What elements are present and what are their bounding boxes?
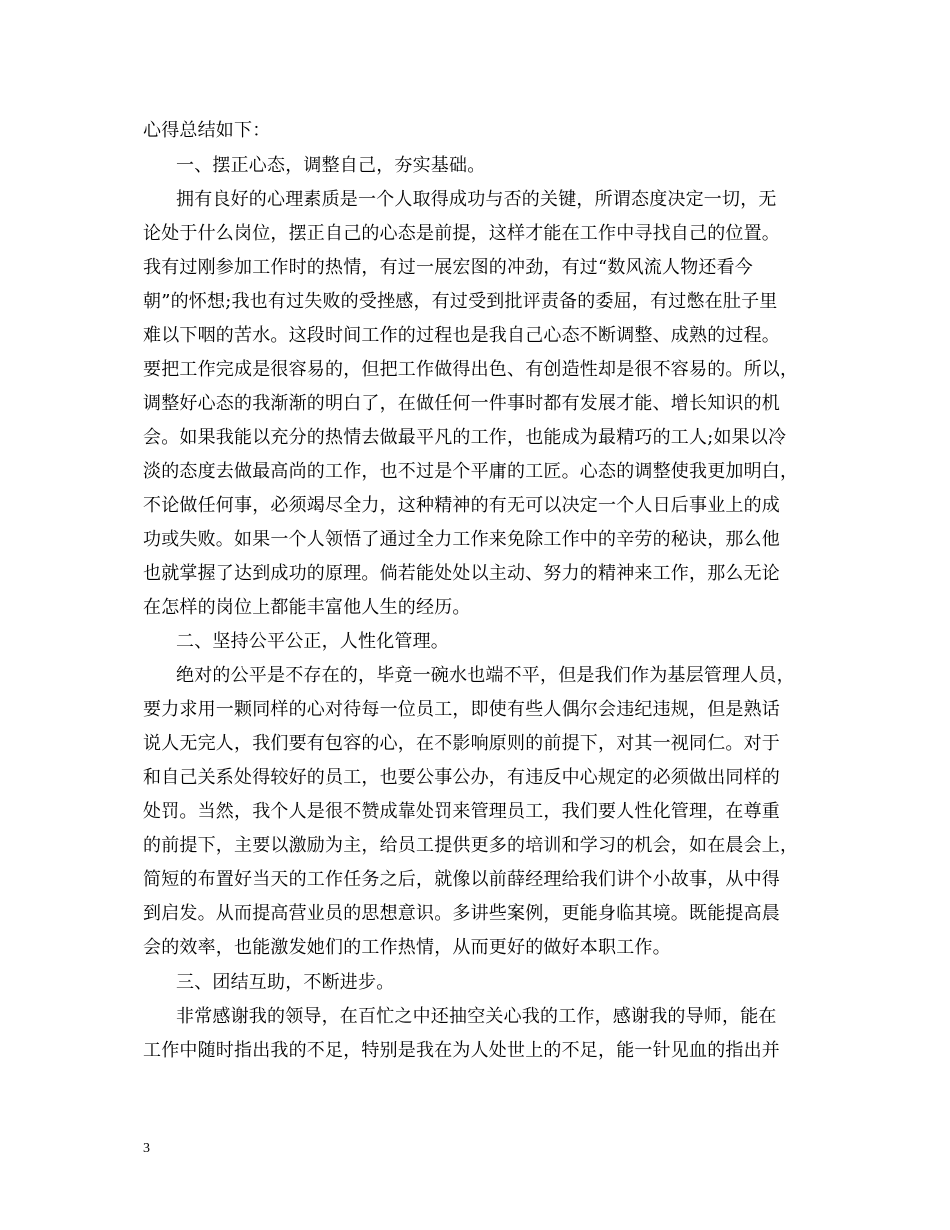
- paragraph-line: 要力求用一颗同样的心对待每一位员工，即使有些人偶尔会违纪违规，但是熟话: [143, 699, 780, 720]
- text-line: 心得总结如下：: [143, 120, 271, 141]
- paragraph-line: 论处于什么岗位，摆正自己的心态是前提，这样才能在工作中寻找自己的位置。: [143, 223, 780, 244]
- paragraph-line: 绝对的公平是不存在的，毕竟一碗水也端不平，但是我们作为基层管理人员，: [176, 665, 795, 686]
- paragraph-line: 淡的态度去做最高尚的工作，也不过是个平庸的工匠。心态的调整使我更加明白，: [143, 461, 799, 482]
- paragraph-line: 难以下咽的苦水。这段时间工作的过程也是我自己心态不断调整、成熟的过程。: [143, 325, 780, 346]
- paragraph-line: 非常感谢我的领导，在百忙之中还抽空关心我的工作，感谢我的导师，能在: [176, 1006, 777, 1027]
- paragraph-line: 的前提下，主要以激励为主，给员工提供更多的培训和学习的机会，如在晨会上，: [143, 835, 799, 856]
- paragraph-line: 朝”的怀想;我也有过失败的受挫感，有过受到批评责备的委屈，有过憋在肚子里: [143, 291, 778, 312]
- paragraph-line: 不论做任何事，必须竭尽全力，这种精神的有无可以决定一个人日后事业上的成: [143, 495, 780, 516]
- paragraph-line: 功或失败。如果一个人领悟了通过全力工作来免除工作中的辛劳的秘诀，那么他: [143, 529, 780, 550]
- section-heading: 三、团结互助，不断进步。: [176, 972, 395, 993]
- page-number: 3: [143, 1141, 150, 1156]
- paragraph-line: 会的效率，也能激发她们的工作热情，从而更好的做好本职工作。: [143, 937, 671, 958]
- paragraph-line: 拥有良好的心理素质是一个人取得成功与否的关键，所谓态度决定一切，无: [176, 189, 777, 210]
- paragraph-line: 到启发。从而提高营业员的思想意识。多讲些案例，更能身临其境。既能提高晨: [143, 903, 780, 924]
- paragraph-line: 简短的布置好当天的工作任务之后，就像以前薛经理给我们讲个小故事，从中得: [143, 869, 780, 890]
- paragraph-line: 也就掌握了达到成功的原理。倘若能处处以主动、努力的精神来工作，那么无论: [143, 563, 780, 584]
- paragraph-line: 我有过刚参加工作时的热情，有过一展宏图的冲劲，有过“数风流人物还看今: [143, 257, 753, 278]
- paragraph-line: 和自己关系处得较好的员工，也要公事公办，有违反中心规定的必须做出同样的: [143, 767, 780, 788]
- paragraph-line: 调整好心态的我渐渐的明白了，在做任何一件事时都有发展才能、增长知识的机: [143, 393, 780, 414]
- paragraph-line: 处罚。当然，我个人是很不赞成靠处罚来管理员工，我们要人性化管理，在尊重: [143, 801, 780, 822]
- section-heading: 一、摆正心态，调整自己，夯实基础。: [176, 155, 486, 176]
- paragraph-line: 要把工作完成是很容易的，但把工作做得出色、有创造性却是很不容易的。所以，: [143, 359, 799, 380]
- paragraph-line: 在怎样的岗位上都能丰富他人生的经历。: [143, 597, 471, 618]
- paragraph-line: 说人无完人，我们要有包容的心，在不影响原则的前提下，对其一视同仁。对于: [143, 733, 780, 754]
- paragraph-line: 工作中随时指出我的不足，特别是我在为人处世上的不足，能一针见血的指出并: [143, 1040, 780, 1061]
- paragraph-line: 会。如果我能以充分的热情去做最平凡的工作，也能成为最精巧的工人;如果以冷: [143, 427, 787, 448]
- section-heading: 二、坚持公平公正，人性化管理。: [176, 631, 449, 652]
